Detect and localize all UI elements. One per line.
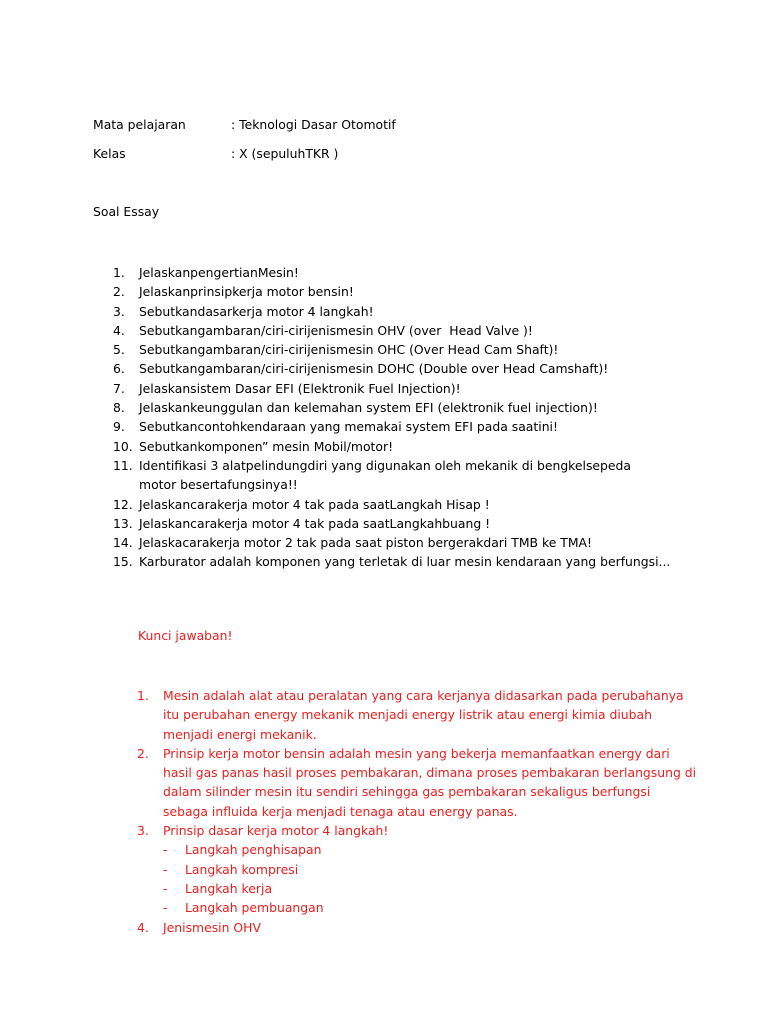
answer-item [137, 686, 697, 744]
question-item [113, 282, 713, 301]
question-number: 12. [113, 496, 133, 512]
question-text: Jelaskankeunggulan dan kelemahan system EFI (elektronik fuel injection)! [139, 400, 598, 416]
subject-row [93, 117, 396, 132]
dash-marker: - [163, 842, 168, 858]
question-number: 10. [113, 438, 133, 454]
question-number: 8. [113, 400, 125, 416]
answer-text: Mesin adalah alat atau peralatan yang cara kerjanya didasarkan pada perubahanya itu perubahan energy mekanik menjadi energy listrik atau energi kimia diubah menjadi energi mekanik. [163, 688, 684, 742]
stroke-step [163, 840, 697, 859]
question-text: Sebutkandasarkerja motor 4 langkah! [139, 303, 374, 319]
question-item [113, 495, 713, 514]
stroke-step-text: Langkah penghisapan [185, 842, 322, 858]
question-item [113, 514, 713, 533]
dash-marker: - [163, 861, 168, 877]
answer-number: 4. [137, 919, 149, 935]
class-label: Kelas [93, 146, 126, 161]
question-item [113, 456, 659, 495]
dash-marker: - [163, 900, 168, 916]
question-text: Jelaskancarakerja motor 4 tak pada saatLangkah Hisap ! [139, 496, 490, 512]
question-number: 9. [113, 419, 125, 435]
answer-key-heading: Kunci jawaban! [138, 628, 233, 643]
essay-heading: Soal Essay [93, 204, 160, 219]
stroke-step-text: Langkah pembuangan [185, 900, 324, 916]
question-item [113, 302, 713, 321]
answer-item [137, 744, 697, 821]
subject-label: Mata pelajaran [93, 117, 186, 132]
question-text: Jelaskacarakerja motor 2 tak pada saat piston bergerakdari TMB ke TMA! [139, 535, 592, 551]
class-row [93, 146, 338, 161]
question-item [113, 533, 713, 552]
question-item [113, 437, 713, 456]
class-value: : X (sepuluhTKR ) [231, 146, 339, 161]
question-number: 5. [113, 342, 125, 358]
question-text: Identifikasi 3 alatpelindungdiri yang digunakan oleh mekanik di bengkelsepeda motor besertafungsinya!! [139, 457, 632, 493]
question-number: 1. [113, 265, 125, 280]
question-item [113, 552, 713, 571]
answer-text: Jenismesin OHV [163, 919, 261, 935]
stroke-step-list [163, 840, 697, 917]
subject-value: : Teknologi Dasar Otomotif [231, 117, 396, 132]
answer-text: Prinsip kerja motor bensin adalah mesin yang bekerja memanfaatkan energy dari hasil gas panas hasil proses pembakaran, dimana proses pembakaran berlangsung di dalam silinder mesin itu sendiri sehingga gas pembakaran sekaligus berfungsi sebaga influida kerja menjadi tenaga atau energy panas. [163, 745, 697, 819]
answer-number: 1. [137, 688, 149, 703]
answer-item [137, 821, 697, 917]
question-list [113, 263, 713, 572]
question-text: JelaskanpengertianMesin! [139, 265, 299, 280]
question-number: 7. [113, 380, 125, 396]
stroke-step [163, 879, 697, 898]
question-item [113, 340, 713, 359]
answer-item [137, 918, 697, 937]
stroke-step-text: Langkah kompresi [185, 861, 299, 877]
answer-text: Prinsip dasar kerja motor 4 langkah! [163, 823, 389, 839]
question-text: Sebutkangambaran/ciri-cirijenismesin OHC (Over Head Cam Shaft)! [139, 342, 559, 358]
answer-list [137, 686, 697, 937]
question-item [113, 417, 713, 436]
question-text: Sebutkancontohkendaraan yang memakai system EFI pada saatini! [139, 419, 558, 435]
answer-number: 3. [137, 823, 149, 839]
question-text: Sebutkankomponen” mesin Mobil/motor! [139, 438, 394, 454]
stroke-step [163, 898, 697, 917]
question-number: 4. [113, 322, 125, 338]
question-text: Jelaskancarakerja motor 4 tak pada saatLangkahbuang ! [139, 515, 491, 531]
question-number: 13. [113, 515, 133, 531]
question-text: Karburator adalah komponen yang terletak di luar mesin kendaraan yang berfungsi... [139, 554, 671, 570]
question-number: 15. [113, 554, 133, 570]
question-text: Jelaskansistem Dasar EFI (Elektronik Fuel Injection)! [139, 380, 461, 396]
question-number: 11. [113, 457, 133, 473]
question-text: Sebutkangambaran/ciri-cirijenismesin OHV (over Head Valve )! [139, 322, 533, 338]
question-item [113, 263, 713, 282]
question-item [113, 398, 713, 417]
question-text: Sebutkangambaran/ciri-cirijenismesin DOHC (Double over Head Camshaft)! [139, 361, 609, 377]
question-number: 6. [113, 361, 125, 377]
question-item [113, 359, 713, 378]
stroke-step [163, 860, 697, 879]
question-item [113, 379, 713, 398]
answer-number: 2. [137, 745, 149, 761]
question-number: 3. [113, 303, 125, 319]
question-text: Jelaskanprinsipkerja motor bensin! [139, 284, 354, 300]
question-item [113, 321, 713, 340]
stroke-step-text: Langkah kerja [185, 880, 273, 896]
question-number: 14. [113, 535, 133, 551]
question-number: 2. [113, 284, 125, 300]
dash-marker: - [163, 880, 168, 896]
